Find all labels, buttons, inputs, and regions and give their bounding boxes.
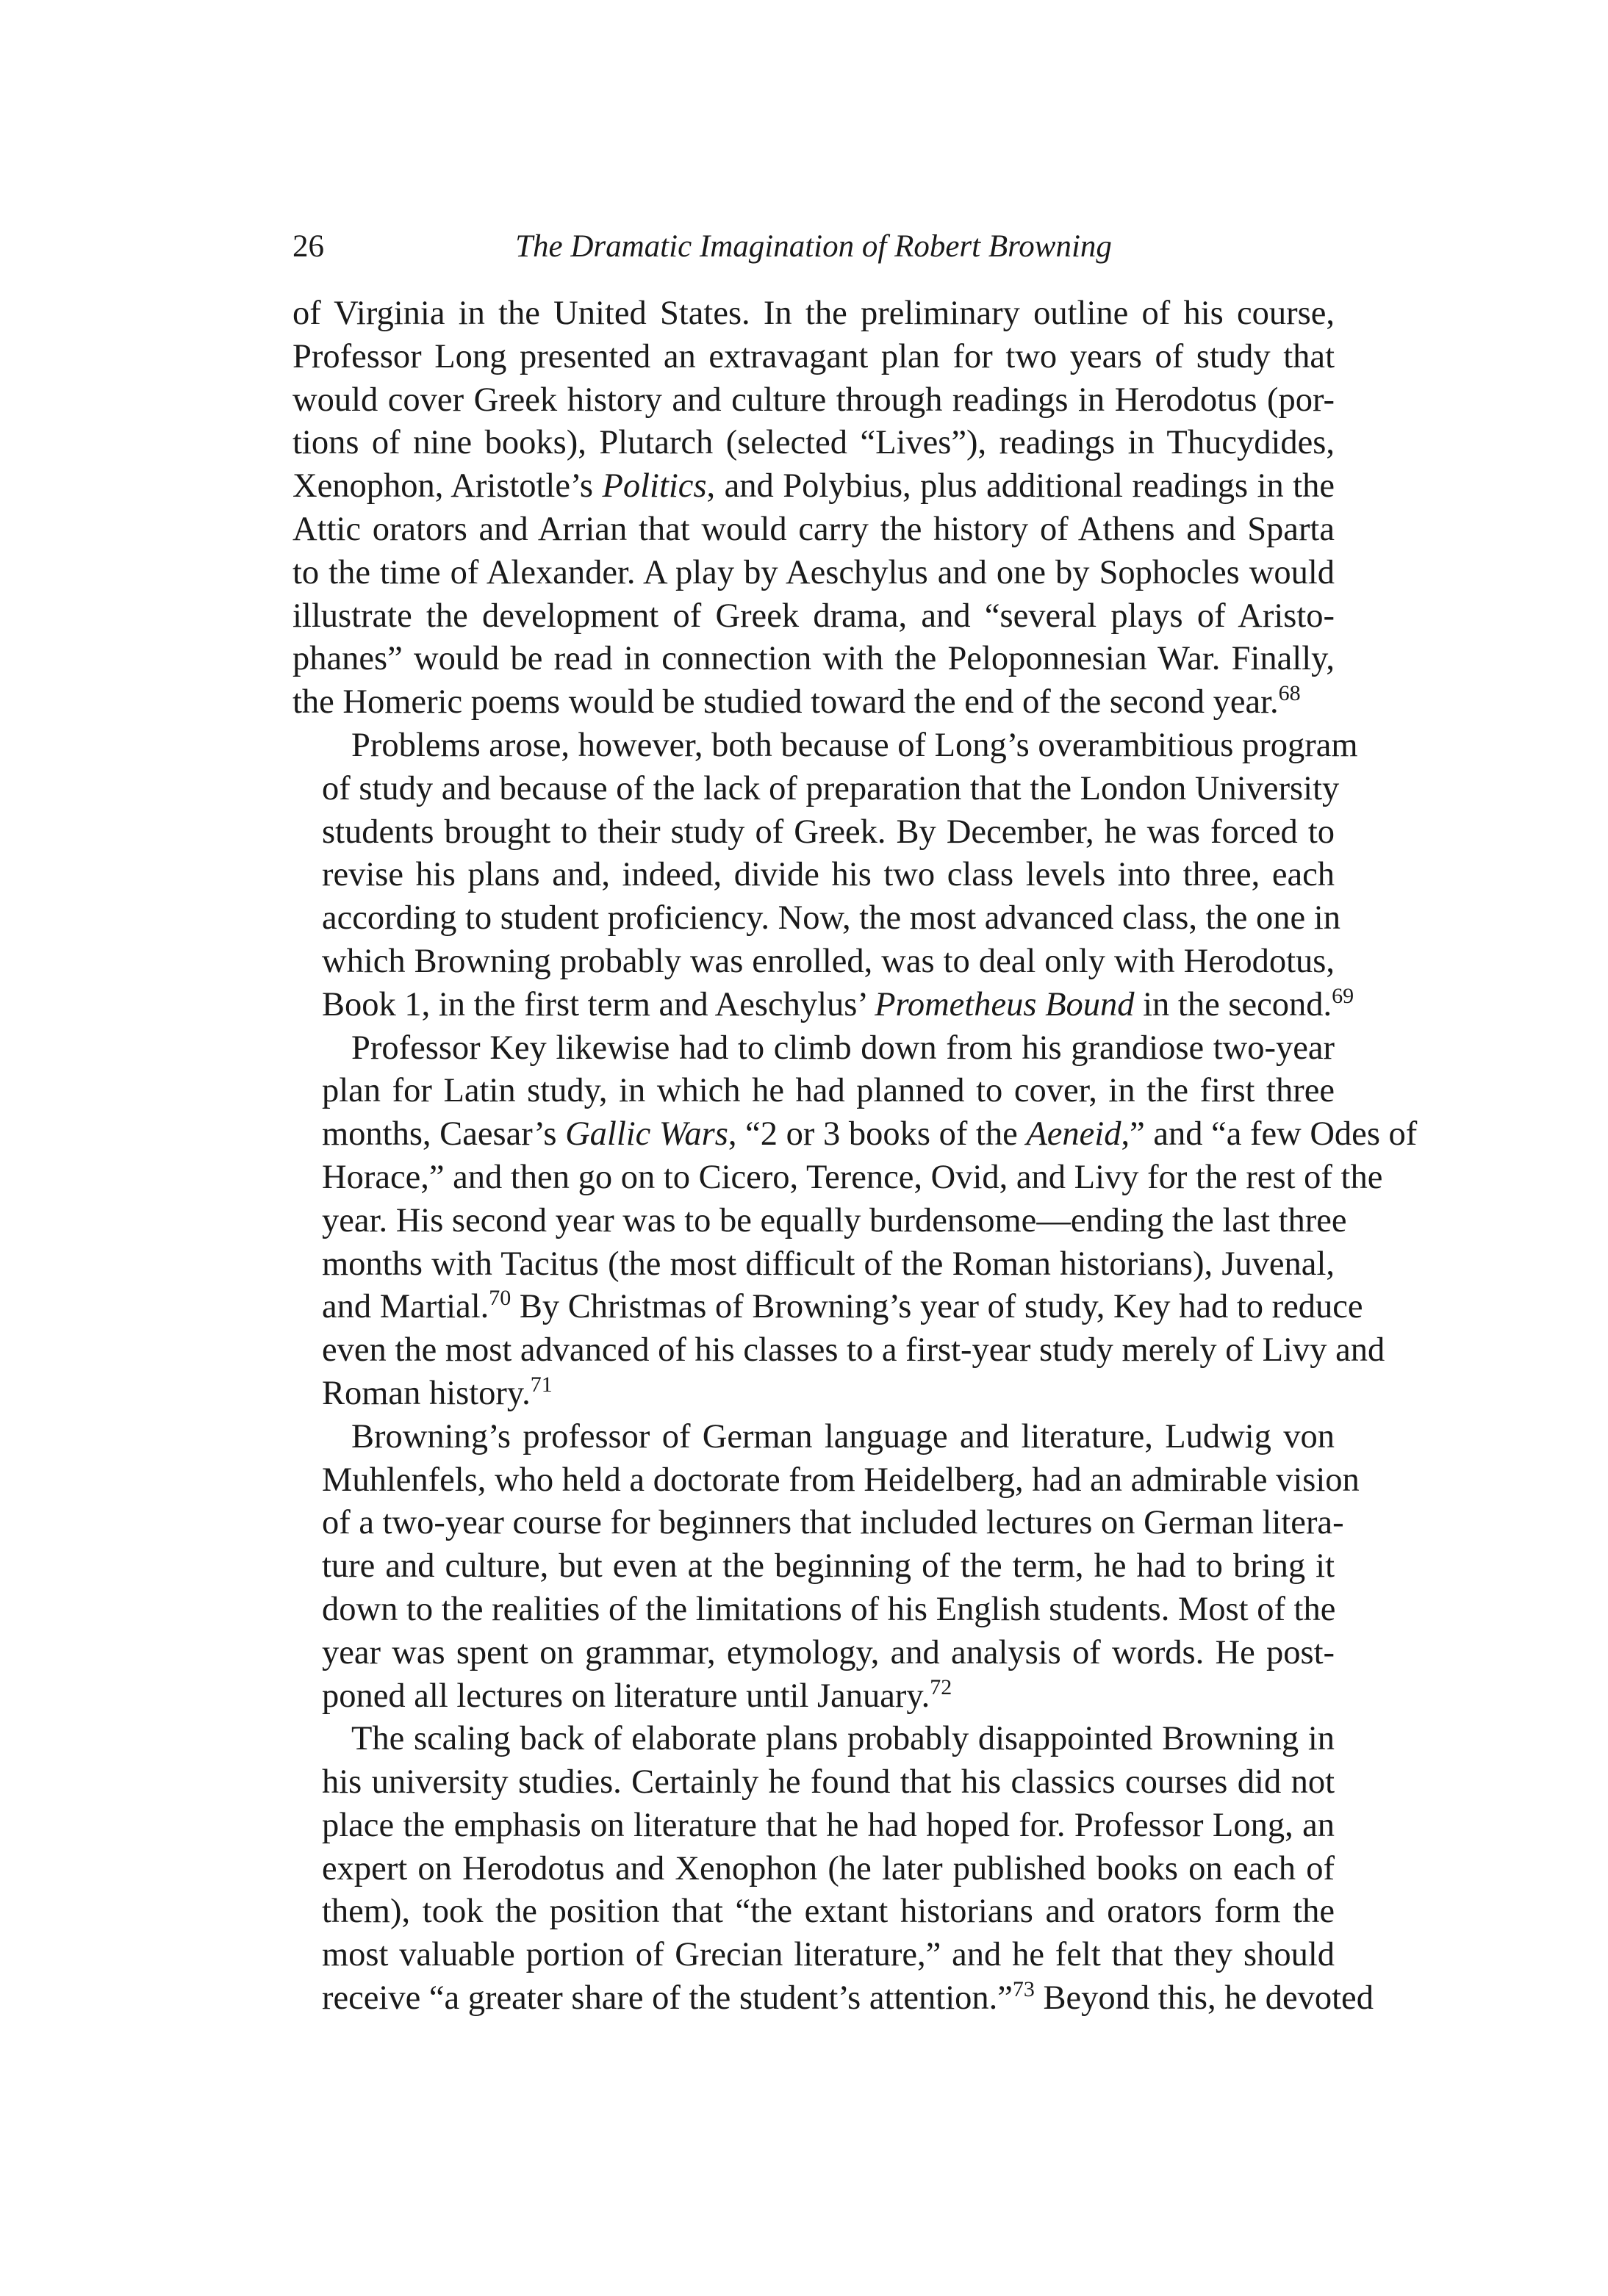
text-line <box>292 1890 1335 1934</box>
text-line <box>292 422 1335 465</box>
paragraph <box>292 1718 1374 2020</box>
text-run: which Browning probably was enrolled, was to deal only with Herodotus, <box>322 942 1335 980</box>
text-run: , “2 or 3 books of the <box>728 1115 1027 1154</box>
text-run: of a two-year course for beginners that included lectures on German litera- <box>322 1504 1344 1542</box>
italic-title: Aeneid <box>1026 1115 1121 1154</box>
text-line <box>292 379 1335 422</box>
page-header <box>292 225 1335 269</box>
text-run: and Martial. <box>322 1288 489 1326</box>
text-line <box>292 1588 1335 1632</box>
text-line <box>292 1632 1335 1675</box>
text-line <box>292 508 1335 552</box>
text-line <box>292 1459 1360 1503</box>
text-run: most valuable portion of Grecian literature,” and he felt that they should <box>322 1936 1335 1974</box>
paragraph <box>292 292 1335 724</box>
footnote-reference: 72 <box>930 1674 952 1699</box>
text-run: according to student proficiency. Now, the most advanced class, the one in <box>322 899 1340 938</box>
text-line <box>292 1113 1418 1156</box>
text-line <box>292 292 1335 336</box>
text-run: plan for Latin study, in which he had planned to cover, in the first three <box>322 1072 1335 1110</box>
text-run: in the second. <box>1134 985 1332 1023</box>
text-run: Attic orators and Arrian that would carry the history of Athens and Sparta <box>292 510 1335 548</box>
text-run: Xenophon, Aristotle’s <box>292 467 603 505</box>
text-line <box>292 1243 1335 1286</box>
text-run: students brought to their study of Greek. By December, he was forced to <box>322 813 1335 851</box>
text-line <box>292 336 1335 379</box>
text-run: Roman history. <box>322 1374 531 1412</box>
text-run: Browning’s professor of German language and literature, Ludwig von <box>351 1417 1335 1455</box>
footnote-reference: 71 <box>530 1372 553 1397</box>
text-run: phanes” would be read in connection with the Peloponnesian War. Finally, <box>292 640 1335 678</box>
text-run: even the most advanced of his classes to a first-year study merely of Livy and <box>322 1331 1385 1370</box>
text-line <box>292 1848 1335 1891</box>
text-line <box>292 1502 1344 1545</box>
paragraph <box>292 1416 1360 1719</box>
text-line <box>292 811 1335 854</box>
text-run: would cover Greek history and culture through readings in Herodotus (por- <box>292 381 1335 419</box>
text-run: his university studies. Certainly he found that his classics courses did not <box>322 1763 1335 1802</box>
footnote-reference: 69 <box>1332 983 1354 1008</box>
text-line <box>292 1200 1347 1243</box>
text-line <box>292 897 1340 940</box>
text-run: expert on Herodotus and Xenophon (he later published books on each of <box>322 1849 1335 1887</box>
text-line <box>292 1977 1374 2020</box>
text-run: months with Tacitus (the most difficult of the Roman historians), Juvenal, <box>322 1245 1335 1283</box>
text-line <box>292 1761 1335 1804</box>
text-run: Professor Key likewise had to climb down from his grandiose two-year <box>351 1029 1335 1067</box>
text-run: them), took the position that “the extant historians and orators form the <box>322 1893 1335 1931</box>
text-run: year was spent on grammar, etymology, and analysis of words. He post- <box>322 1633 1335 1671</box>
text-line <box>292 552 1335 595</box>
text-line <box>292 1156 1383 1200</box>
text-line <box>292 1329 1385 1372</box>
text-line <box>292 465 1335 508</box>
footnote-reference: 73 <box>1012 1977 1035 2002</box>
text-run: poned all lectures on literature until January. <box>322 1677 930 1715</box>
text-line <box>292 1545 1335 1588</box>
page-number: 26 <box>292 229 324 264</box>
text-run: Muhlenfels, who held a doctorate from Heidelberg, had an admirable vision <box>322 1461 1360 1499</box>
text-line <box>292 724 1358 768</box>
text-run: down to the realities of the limitations of his English students. Most of the <box>322 1590 1336 1628</box>
body-text <box>292 292 1418 2020</box>
text-run: to the time of Alexander. A play by Aeschylus and one by Sophocles would <box>292 553 1335 591</box>
text-run: receive “a greater share of the student’s attention.” <box>322 1979 1013 2018</box>
text-line <box>292 1372 1335 1416</box>
text-run: Beyond this, he devoted <box>1034 1979 1374 2018</box>
text-line <box>292 1027 1335 1070</box>
text-run: of Virginia in the United States. In the preliminary outline of his course, <box>292 295 1335 332</box>
text-run: tions of nine books), Plutarch (selected “Lives”), readings in Thucydides, <box>292 424 1335 462</box>
text-line <box>292 681 1335 724</box>
footnote-reference: 68 <box>1278 681 1301 706</box>
text-run: By Christmas of Browning’s year of study, Key had to reduce <box>511 1288 1363 1326</box>
footnote-reference: 70 <box>489 1286 512 1311</box>
text-run: months, Caesar’s <box>322 1115 566 1154</box>
text-run: of study and because of the lack of preparation that the London University <box>322 769 1340 807</box>
text-line <box>292 1718 1335 1761</box>
paragraph <box>292 1027 1418 1416</box>
text-run: the Homeric poems would be studied toward the end of the second year. <box>292 683 1279 721</box>
text-run: Professor Long presented an extravagant plan for two years of study that <box>292 337 1335 375</box>
text-run: Book 1, in the first term and Aeschylus’ <box>322 985 875 1023</box>
text-line <box>292 1804 1335 1848</box>
text-run: Problems arose, however, both because of Long’s overambitious program <box>351 726 1358 764</box>
text-run: , and Polybius, plus additional readings in the <box>706 467 1335 505</box>
running-title: The Dramatic Imagination of Robert Browning <box>515 229 1112 264</box>
text-run: ,” and “a few Odes of <box>1121 1115 1418 1154</box>
text-line <box>292 595 1335 638</box>
text-run: illustrate the development of Greek drama, and “several plays of Aristo- <box>292 597 1335 635</box>
italic-title: Prometheus Bound <box>875 985 1135 1023</box>
text-line <box>292 854 1335 897</box>
text-run: ture and culture, but even at the beginning of the term, he had to bring it <box>322 1547 1335 1586</box>
italic-title: Gallic Wars <box>565 1115 728 1154</box>
text-run: place the emphasis on literature that he had hoped for. Professor Long, an <box>322 1806 1335 1844</box>
paragraph <box>292 724 1358 1027</box>
text-run: revise his plans and, indeed, divide his two class levels into three, each <box>322 856 1335 894</box>
text-line <box>292 1934 1335 1977</box>
text-line <box>292 1286 1363 1329</box>
text-line <box>292 1070 1335 1113</box>
text-run: The scaling back of elaborate plans probably disappointed Browning in <box>351 1720 1335 1758</box>
italic-title: Politics <box>602 467 707 505</box>
text-line <box>292 1675 1335 1719</box>
text-run: Horace,” and then go on to Cicero, Terence, Ovid, and Livy for the rest of the <box>322 1158 1383 1196</box>
text-line <box>292 638 1335 681</box>
text-run: year. His second year was to be equally burdensome—ending the last three <box>322 1201 1347 1239</box>
text-line <box>292 940 1335 984</box>
text-line <box>292 983 1354 1027</box>
text-line <box>292 1416 1335 1459</box>
text-line <box>292 768 1340 811</box>
